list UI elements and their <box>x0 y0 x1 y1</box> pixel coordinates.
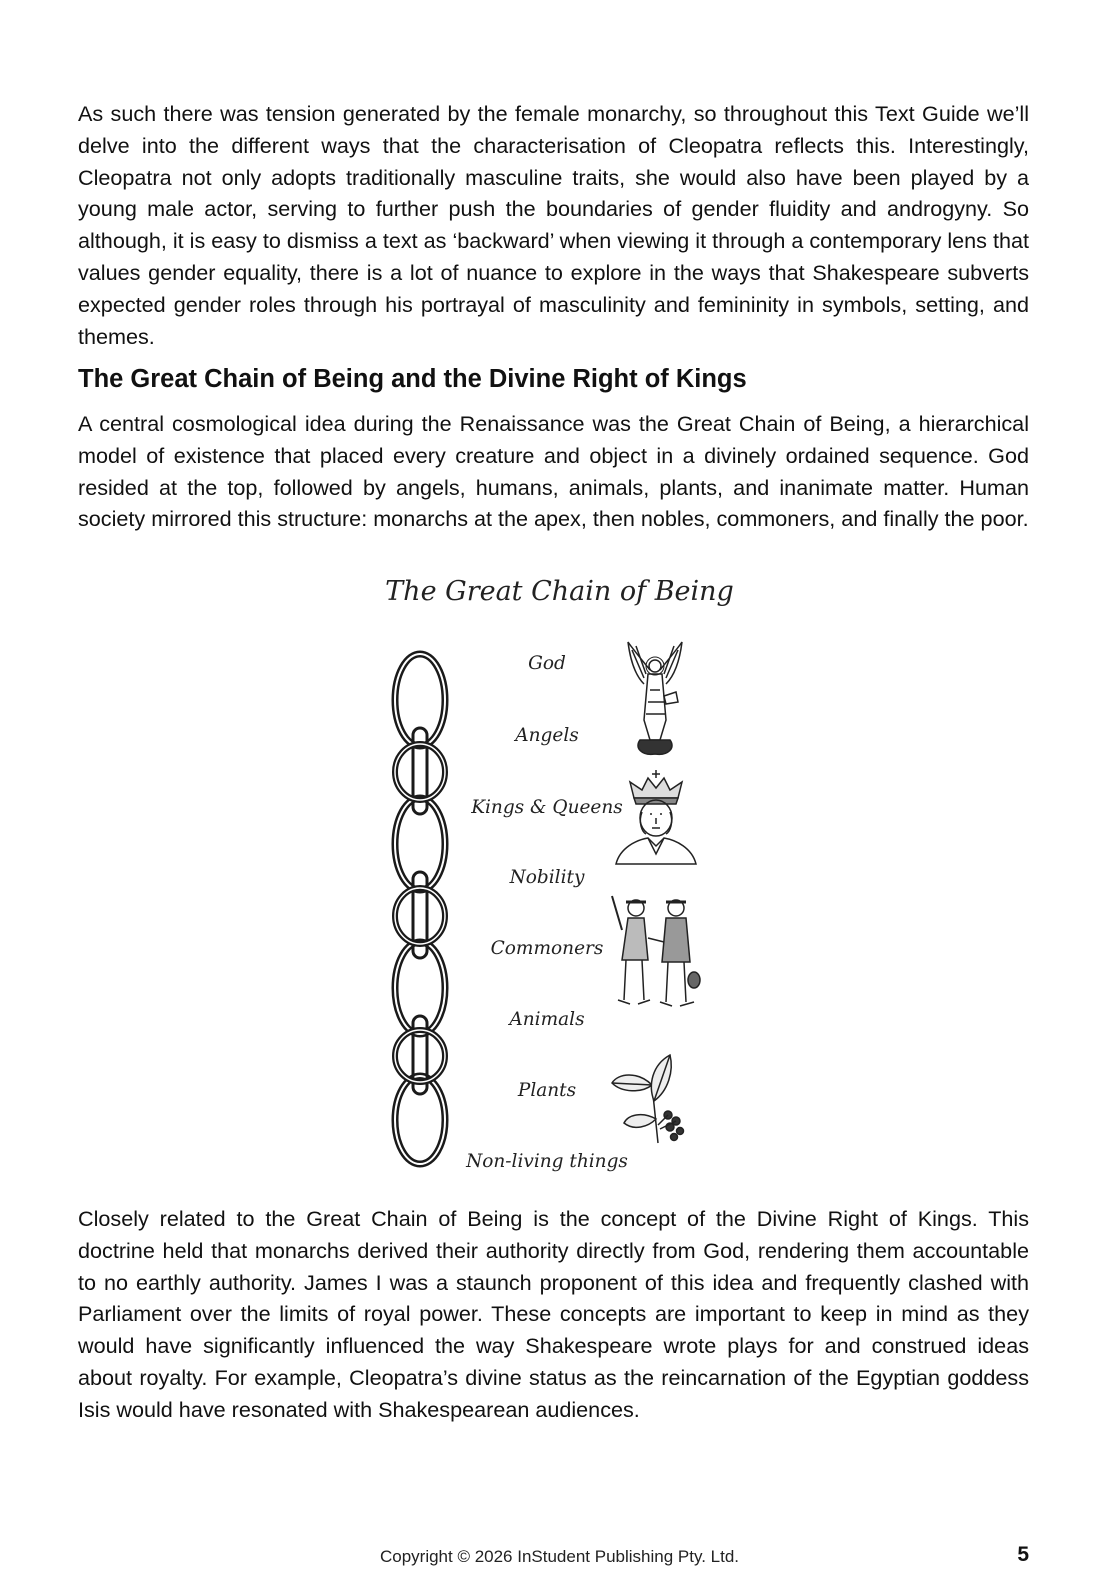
crowned-king-icon <box>612 768 700 866</box>
level-commoners: Commoners <box>490 938 604 959</box>
divine-right-paragraph: Closely related to the Great Chain of Being is the concept of the Divine Right of Kings. This doctrine held that monarchs derived their authority directly from God, rendering them accountable to no earthly authority. James I was a staunch proponent of this idea and frequently clashed with Parliament over the limits of royal power. These concepts are important to keep in mind as they would have significantly influenced the way Shakespeare wrote plays for and construed ideas about royalty. For example, Cleopatra’s divine status as the reincarnation of the Egyptian goddess Isis would have resonated with Shakespearean audiences. <box>78 1206 1029 1422</box>
level-angels: Angels <box>515 725 579 746</box>
figure-title: The Great Chain of Being <box>385 576 734 607</box>
level-non-living-things: Non-living things <box>466 1151 628 1172</box>
intro-paragraph: As such there was tension generated by the female monarchy, so throughout this Text Guide we’ll delve into the different ways that the characterisation of Cleopatra reflects this. Interestingly, Cleopatra not only adopts traditionally masculine traits, she would also have been played by a young male actor, serving to further push the boundaries of gender fluidity and androgyny. So although, it is easy to dismiss a text as ‘backward’ when viewing it through a contemporary lens that values gender equality, there is a lot of nuance to explore in the ways that Shakespeare subverts expected gender roles through his portrayal of masculinity and femininity in symbols, setting, and themes. <box>78 101 1029 349</box>
section-heading: The Great Chain of Being and the Divine Right of Kings <box>78 365 747 393</box>
commoners-icon <box>608 890 703 1018</box>
chain-paragraph: A central cosmological idea during the Renaissance was the Great Chain of Being, a hierarchical model of existence that placed every creature and object in a divinely ordained sequence. God resided at the top, followed by angels, humans, animals, plants, and inanimate matter. Human society mirrored this structure: monarchs at the apex, then nobles, commoners, and finally the poor. <box>78 411 1029 532</box>
level-nobility: Nobility <box>509 867 585 888</box>
page-number: 5 <box>1017 1543 1029 1566</box>
angel-icon <box>620 640 690 760</box>
copyright-footer: Copyright © 2026 InStudent Publishing Pty. Ltd. <box>379 1547 740 1566</box>
level-god: God <box>528 653 566 674</box>
level-kings-queens: Kings & Queens <box>471 797 623 818</box>
level-animals: Animals <box>509 1009 585 1030</box>
level-plants: Plants <box>517 1080 577 1101</box>
plant-sprig-icon <box>608 1045 694 1145</box>
